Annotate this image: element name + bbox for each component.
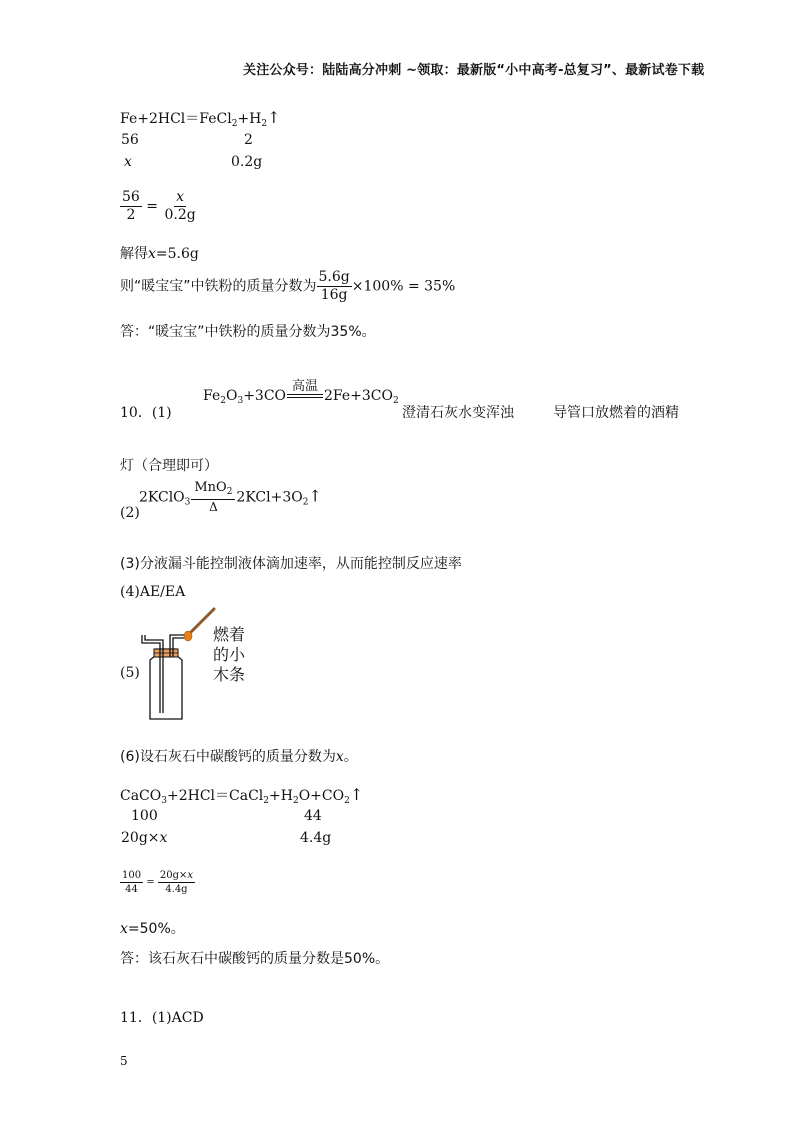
q10-part6: (6)设石灰石中碳酸钙的质量分数为x。	[120, 749, 358, 765]
caco3-result: x=50%。	[120, 921, 185, 937]
figure-label: 燃着 的小 木条	[213, 625, 246, 684]
q11-label: 11．(1)ACD	[120, 1010, 204, 1026]
iron-oxide-co-equation: $Fe_2O_3+3CO$ 高温 $2Fe+3CO_2$	[203, 379, 399, 406]
caco3-row-2-a: 20g×x	[121, 830, 168, 846]
q10-part2-label: (2)	[120, 505, 140, 521]
q10-part3: (3)分液漏斗能控制液体滴加速率，从而能控制反应速率	[120, 556, 462, 572]
page-number: 5	[120, 1054, 128, 1068]
observation-1: 澄清石灰水变浑浊	[402, 405, 514, 421]
caco3-row-1-a: 100	[131, 808, 158, 824]
mass-row-1-a: 56	[121, 132, 139, 148]
potassium-chlorate-equation: 2KClO$_3$ MnO$_2$ Δ $2KCl+3O_2↑$	[139, 480, 322, 514]
observation-2: 导管口放燃着的酒精	[553, 405, 679, 421]
q10-label: 10．(1)	[120, 405, 172, 421]
answer-q9: 答：“暖宝宝”中铁粉的质量分数为35%。	[120, 324, 376, 340]
caco3-row-2-b: 4.4g	[300, 830, 332, 846]
mass-row-1-b: 2	[244, 132, 253, 148]
solve-line: 解得x=5.6g	[120, 246, 199, 262]
observation-2-continued: 灯（合理即可）	[120, 458, 218, 474]
answer-q10: 答：该石灰石中碳酸钙的质量分数是50%。	[120, 951, 390, 967]
iron-hcl-equation: $Fe+2HCl=FeCl_2+H_2↑$	[120, 108, 281, 129]
page-header: 关注公众号：陆陆高分冲刺 ~领取：最新版“小中高考-总复习”、最新试卷下载	[243, 63, 705, 78]
caco3-ratio: $\frac{100}{44}$ = $\frac{20g\times x}{4.4g}$	[122, 870, 194, 895]
q10-part4: (4)AE/EA	[120, 584, 186, 600]
calcium-carbonate-equation: $CaCO_3+2HCl=CaCl_2+H_2O+CO_2↑$	[120, 785, 364, 806]
caco3-row-1-b: 44	[304, 808, 322, 824]
q10-part5-label: (5)	[120, 665, 140, 681]
mass-row-2-b: 0.2g	[231, 154, 263, 170]
mass-fraction-line: 则“暖宝宝”中铁粉的质量分数为 $\frac{5.6g}{16g}$ ×100% = 35%	[120, 269, 456, 303]
ratio-equation: $\frac{56}{2}$ = $\frac{x}{0.2g}$	[122, 189, 196, 223]
mass-row-2-a: x	[124, 154, 132, 170]
